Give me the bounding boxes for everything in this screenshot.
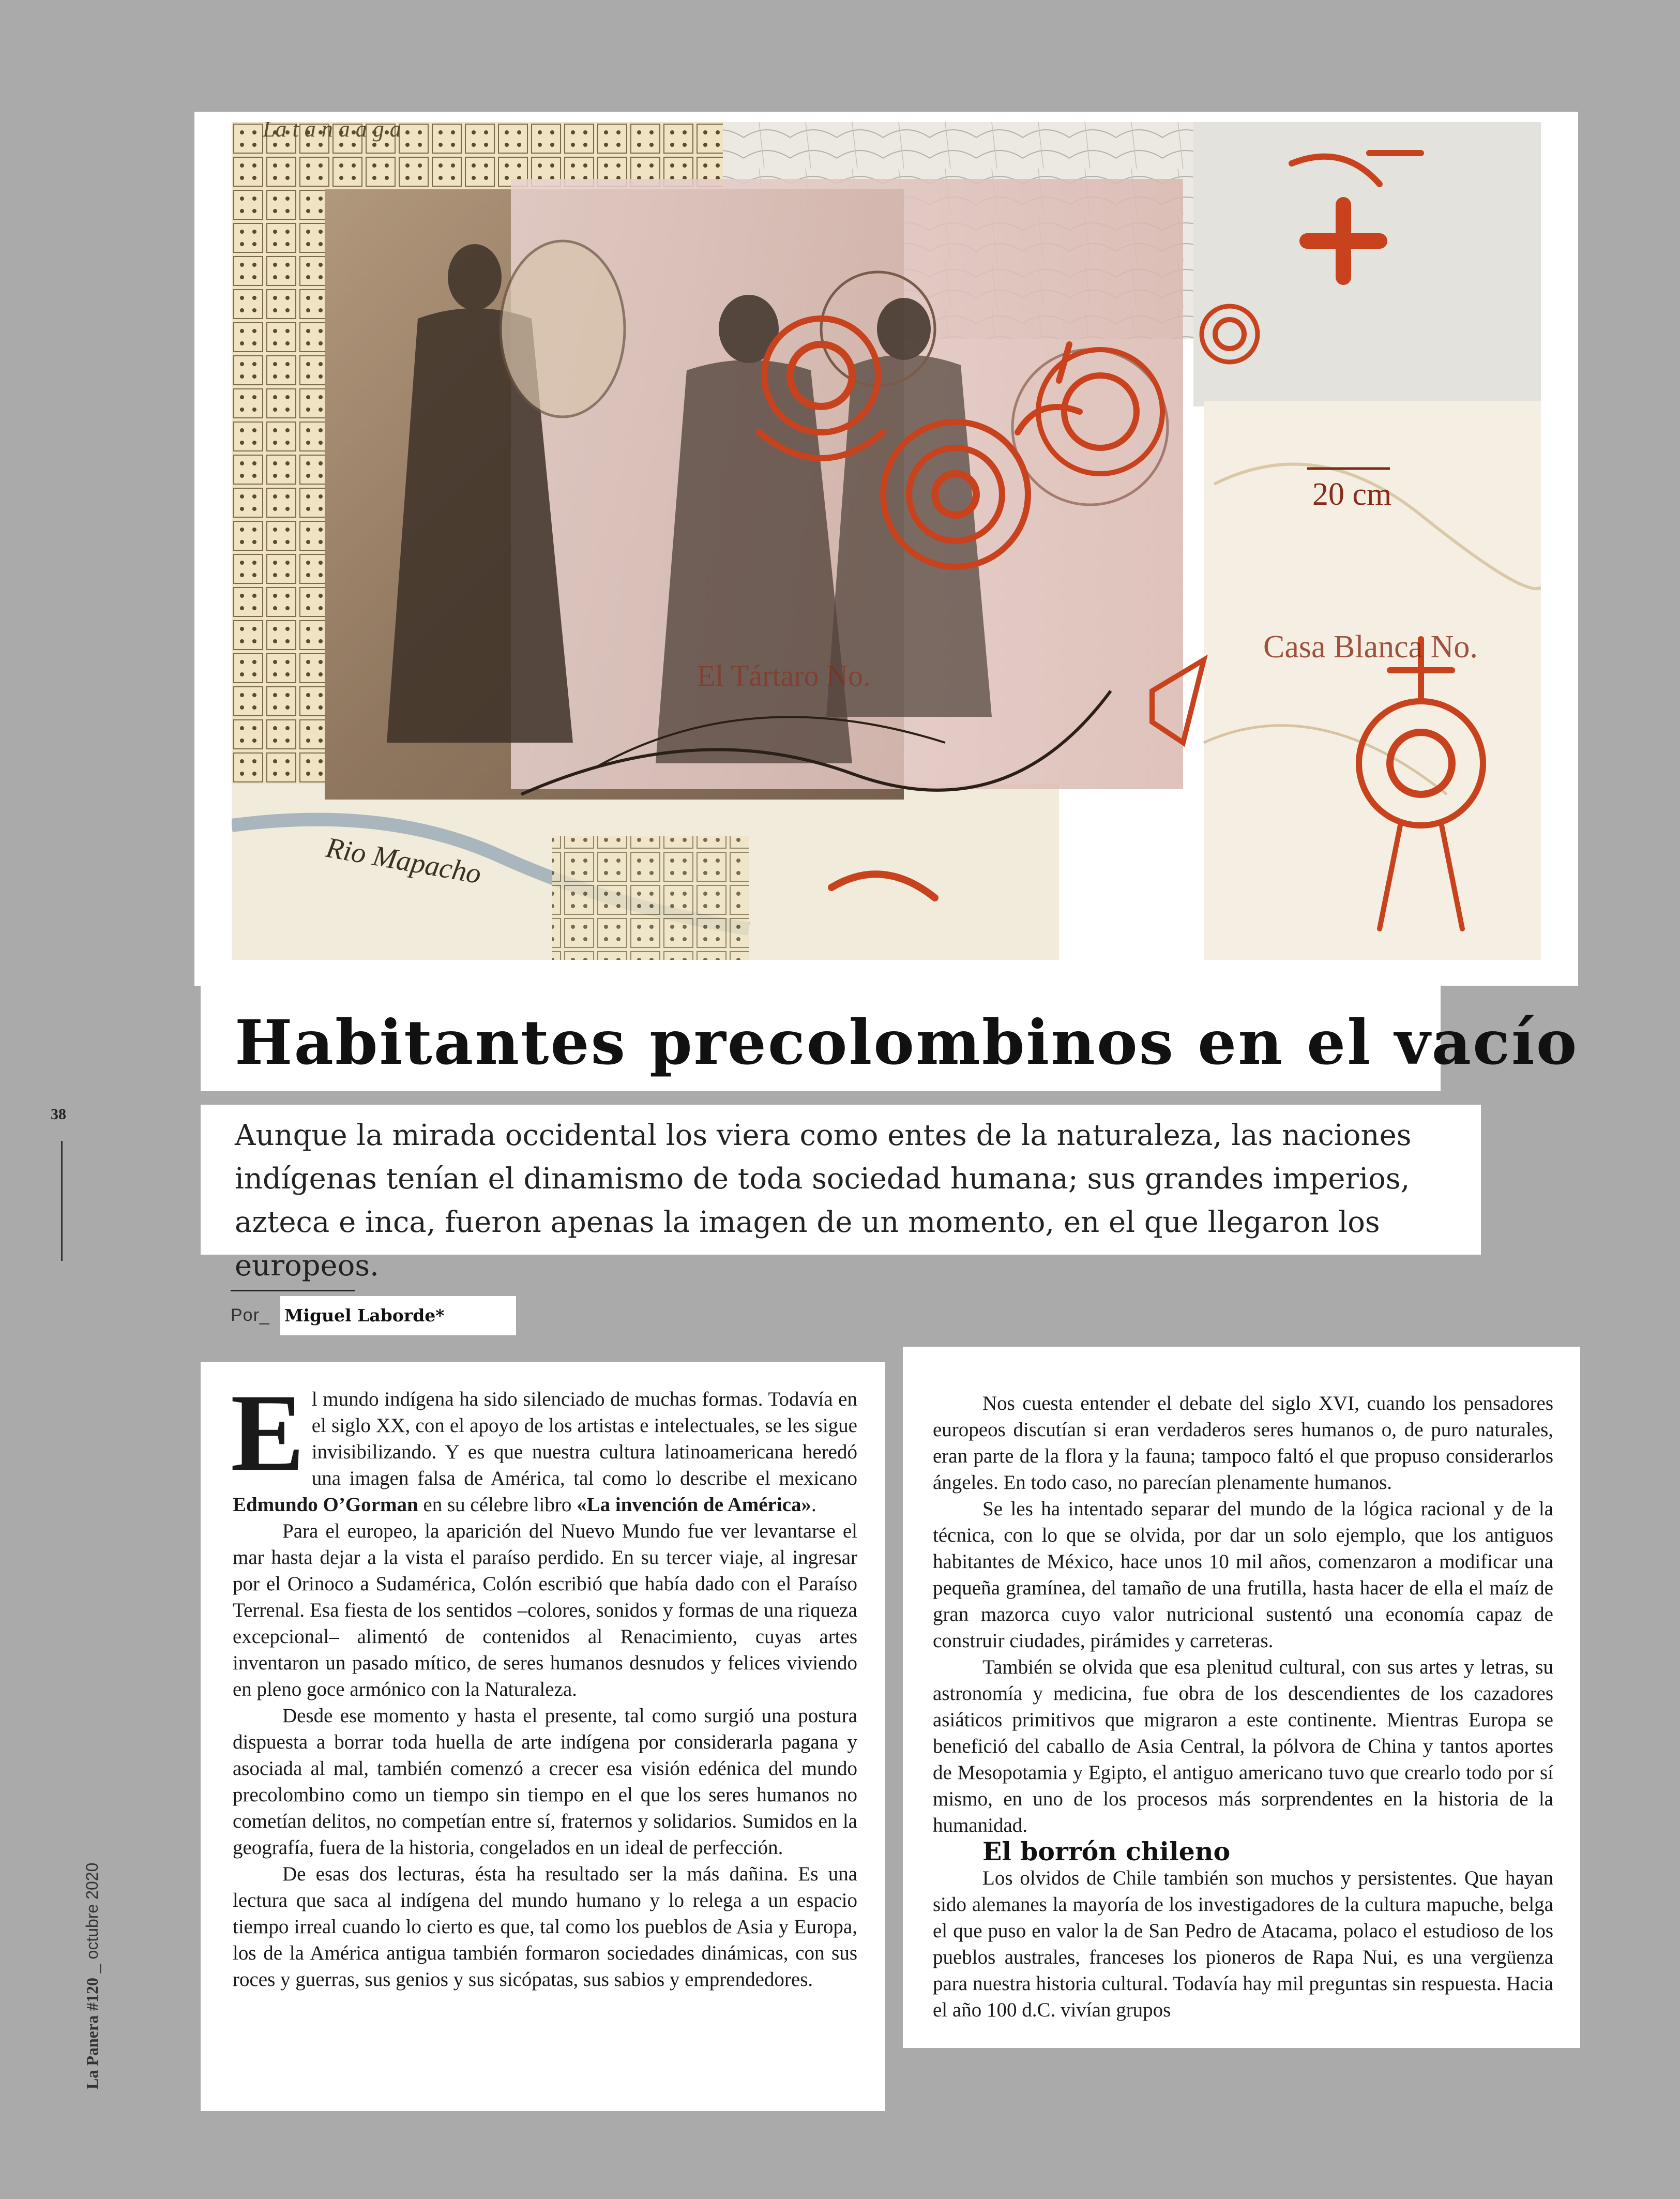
paragraph-text: en su célebre libro — [418, 1494, 577, 1516]
paragraph-text: l mundo indígena ha sido silenciado de muchas formas. Todavía en el siglo XX, con el apoyo de los artistas e intelectuales, se les sigue invisibilizando. Y es que nuestra cultura latinoamericana heredó una imagen falsa de América, tal como lo describe el mexicano — [311, 1388, 857, 1489]
paragraph: También se olvida que esa plenitud cultural, con sus artes y letras, su astronomía y medicina, fue obra de los descendientes de los cazadores asiáticos primitivos que migraron a este continente. Mientras Europa se benefició del caballo de Asia Central, la pólvora de China y tantos aportes de Mesopotamia y Egipto, el antiguo americano tuvo que crearlo todo por sí mismo, en uno de los procesos más sorprendentes en la historia de la humanidad. — [933, 1656, 1553, 1836]
paragraph: Desde ese momento y hasta el presente, tal como surgió una postura dispuesta a borrar toda huella de arte indígena por considerarla pagana y asociada al mal, también comenzó a crecer esa visión edénica del mundo precolombino como un tiempo sin tiempo en el que los seres humanos no cometían delitos, no competían entre sí, fraternos y solidarios. Sumidos en la geografía, fuera de la historia, congelados en un ideal de perfección. — [233, 1705, 857, 1859]
author-reference: Edmundo O’Gorman — [233, 1494, 418, 1516]
section-subhead: El borrón chileno — [982, 1836, 1231, 1866]
title-box — [201, 985, 1579, 1091]
paragraph: Se les ha intentado separar del mundo de la lógica racional y de la técnica, con lo que se olvida, por dar un solo ejemplo, que los antiguos habitantes de México, hace unos 10 mil años, comenzaron a modificar una pequeña gramínea, del tamaño de una frutilla, hasta hacer de ella el maíz de gran mazorca cuyo valor nutricional sustentó una economía capaz de construir ciudades, pirámides y carreteras. — [933, 1498, 1553, 1652]
byline-box — [280, 1296, 516, 1335]
hero-label-map-top: La t a n a a g a — [263, 122, 401, 142]
paragraph — [231, 1372, 857, 1518]
paragraph: Los olvidos de Chile también son muchos y persistentes. Que hayan sido alemanes la mayoría de los investigadores de la cultura mapuche, belga el que puso en valor la de San Pedro de Atacama, polaco el estudioso de los pueblos australes, franceses los pioneros de Rapa Nui, es una vergüenza para nuestra historia cultural. Todavía hay mil preguntas sin respuesta. Hacia el año 100 d.C. vivían grupos — [933, 1867, 1553, 2021]
paragraph: De esas dos lecturas, ésta ha resultado ser la más dañina. Es una lectura que saca al indígena del mundo humano y lo relega a un espacio tiempo irreal cuando lo cierto es que, tal como los pueblos de Asia y Europa, los de la América antigua también formaron sociedades dinámicas, con sus roces y guerras, sus genios y sus sicópatas, sus sabios y emprendedores. — [233, 1863, 857, 1991]
byline-rule — [231, 1290, 355, 1291]
page-number: 38 — [51, 1106, 66, 1123]
body-column-right — [903, 1347, 1580, 2048]
footer-date: octubre 2020 — [83, 1862, 101, 1960]
paragraph: Para el europeo, la aparición del Nuevo Mundo fue ver levantarse el mar hasta dejar a la vista el paraíso perdido. En su tercer viaje, al ingresar por el Orinoco a Sudamérica, Colón escribió que había dado con el Paraíso Terrenal. Esa fiesta de los sentidos –colores, sonidos y formas de una riqueza excepcional– alimentó de contenidos al Renacimiento, cuyas artes inventaron un pasado mítico, de seres humanos desnudos y felices viviendo en pleno goce armónico con la Naturaleza. — [233, 1520, 857, 1700]
article-title: Habitantes precolombinos en el vacío — [235, 1006, 1579, 1078]
hero-label-site-center: El Tártaro No. — [697, 659, 871, 692]
hero-label-river: Rio Mapacho — [323, 831, 484, 891]
author-name: Miguel Laborde* — [284, 1305, 445, 1326]
paragraph-text: . — [811, 1494, 816, 1516]
byline-label: Por_ — [231, 1305, 270, 1325]
paragraph: Nos cuesta entender el debate del siglo XVI, cuando los pensadores europeos discutían si eran verdaderos seres humanos o, de puro naturales, eran parte de la flora y la fauna; tampoco faltó el que propuso considerarlos ángeles. En todo caso, no parecían plenamente humanos. — [933, 1392, 1553, 1494]
dek-box — [201, 1105, 1481, 1283]
book-reference: «La invención de América» — [577, 1494, 812, 1516]
footer-magazine: La Panera — [83, 2015, 101, 2089]
article-dek: Aunque la mirada occidental los viera como entes de la naturaleza, las naciones indígenas tenían el dinamismo de toda sociedad humana; sus grandes imperios, azteca e inca, fueron apenas la imagen de un momento, en el que llegaron los europeos. — [235, 1119, 1412, 1283]
hero-collage-image — [232, 122, 1541, 960]
footer-separator: _ — [83, 1959, 101, 1978]
side-footer — [83, 1863, 102, 2089]
hero-label-site-right: Casa Blanca No. — [1263, 629, 1478, 665]
drop-cap: E — [231, 1372, 305, 1494]
body-column-left — [201, 1362, 885, 2111]
margin-rule — [61, 1141, 63, 1261]
footer-issue: #120 — [83, 1978, 101, 2011]
hero-label-scale: 20 cm — [1312, 477, 1392, 512]
